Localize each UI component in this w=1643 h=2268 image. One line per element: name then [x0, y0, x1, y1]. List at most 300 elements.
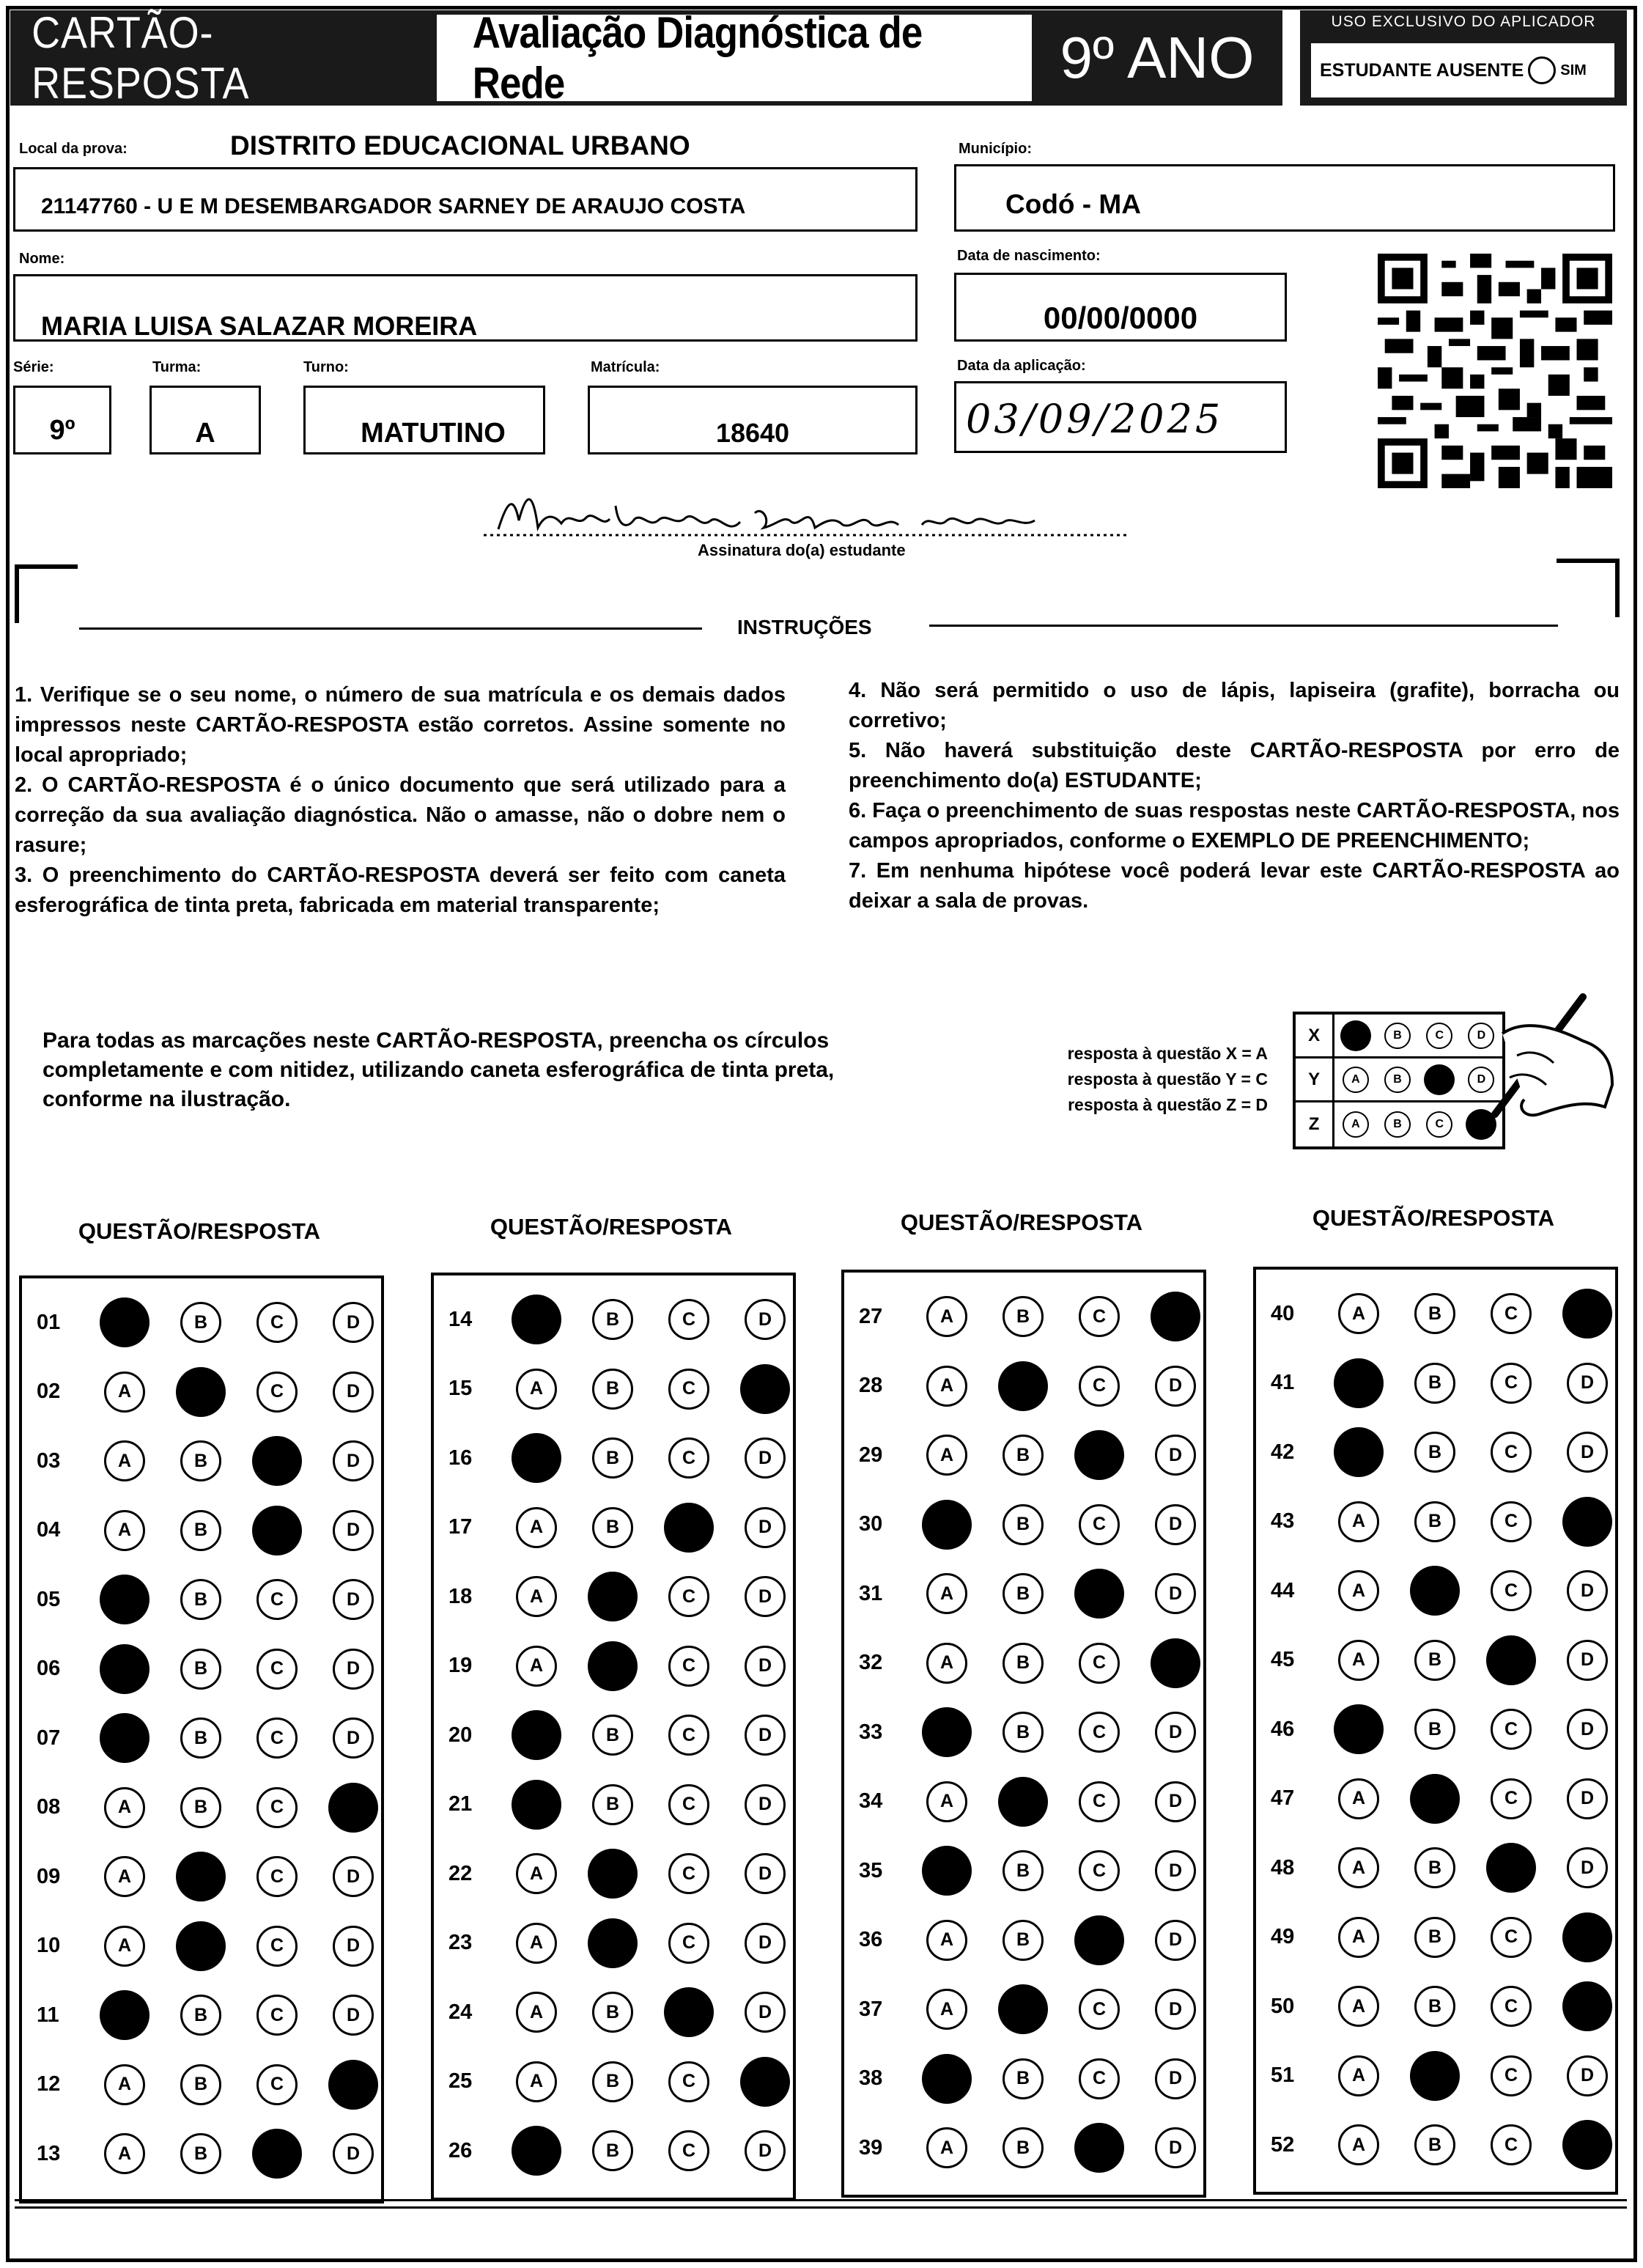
answer-bubble[interactable]: C [1491, 1917, 1532, 1958]
answer-bubble-filled[interactable] [512, 1710, 561, 1760]
example-bubble: A [1343, 1067, 1369, 1093]
example-legend-x: resposta à questão X = A [1067, 1044, 1268, 1063]
answer-bubble[interactable]: C [1079, 1989, 1120, 2030]
answer-bubble[interactable]: B [592, 1507, 633, 1548]
example-bubble: B [1384, 1067, 1411, 1093]
answer-row [22, 1370, 381, 1414]
answer-bubble[interactable]: B [592, 1992, 633, 2033]
answer-bubble[interactable]: C [1491, 1986, 1532, 2027]
answer-bubble[interactable]: A [516, 1576, 557, 1617]
answer-bubble[interactable]: B [592, 1299, 633, 1340]
answer-bubble[interactable]: C [256, 1995, 298, 2036]
instructions-rule-right [929, 625, 1558, 627]
answer-row [844, 2057, 1203, 2101]
answer-bubble[interactable]: C [1491, 1501, 1532, 1542]
answer-bubble[interactable]: B [1003, 2058, 1044, 2099]
answer-bubble-filled[interactable] [1486, 1843, 1536, 1893]
question-number: 02 [37, 1380, 61, 1403]
answer-bubble[interactable]: C [668, 2061, 709, 2102]
answer-bubble-filled[interactable] [328, 1783, 378, 1833]
answer-bubble[interactable]: C [1079, 1850, 1120, 1891]
answer-row [22, 1716, 381, 1760]
example-bubble-filled [1424, 1064, 1455, 1095]
answer-bubble[interactable]: B [592, 1784, 633, 1825]
answer-bubble[interactable]: A [926, 1573, 967, 1614]
answer-bubble[interactable]: C [256, 1372, 298, 1413]
absent-label: ESTUDANTE AUSENTE [1320, 59, 1524, 81]
answer-bubble-filled[interactable] [1334, 1427, 1384, 1477]
answer-row [22, 1439, 381, 1483]
question-number: 05 [37, 1587, 61, 1611]
answer-bubble[interactable]: D [1567, 1778, 1608, 1819]
answer-bubble[interactable]: A [926, 1781, 967, 1822]
answer-bubble[interactable]: D [745, 1715, 786, 1756]
example-bubble: C [1426, 1023, 1452, 1049]
answer-bubble[interactable]: A [926, 2127, 967, 2168]
answer-bubble[interactable]: C [1491, 1778, 1532, 1819]
answer-bubble[interactable]: C [1079, 2058, 1120, 2099]
answer-bubble-filled[interactable] [1410, 2051, 1460, 2101]
answer-bubble[interactable]: B [592, 2061, 633, 2102]
answer-bubble[interactable]: C [256, 1302, 298, 1343]
answer-bubble-filled[interactable] [998, 1361, 1048, 1411]
nome-value: MARIA LUISA SALAZAR MOREIRA [41, 311, 478, 341]
answer-bubble[interactable]: C [256, 1717, 298, 1759]
answer-bubble-filled[interactable] [1334, 1704, 1384, 1754]
answer-bubble[interactable]: A [926, 1435, 967, 1476]
answer-bubble-filled[interactable] [922, 1707, 972, 1757]
answer-bubble[interactable]: C [1491, 1293, 1532, 1334]
answer-bubble[interactable]: C [1491, 2124, 1532, 2165]
answer-row [1256, 2123, 1615, 2167]
nascimento-label: Data de nascimento: [957, 248, 1101, 264]
answer-bubble[interactable]: D [1567, 1432, 1608, 1473]
answer-row [844, 2126, 1203, 2170]
answer-bubble[interactable]: B [592, 1715, 633, 1756]
answer-bubble-filled[interactable] [1334, 1358, 1384, 1408]
answer-row [1256, 1915, 1615, 1959]
answer-bubble[interactable]: A [1338, 1293, 1379, 1334]
answer-bubble[interactable]: A [516, 1992, 557, 2033]
answer-bubble[interactable]: B [1414, 1986, 1455, 2027]
answer-bubble[interactable]: B [180, 1579, 221, 1620]
question-number: 41 [1271, 1371, 1295, 1394]
answer-bubble[interactable]: D [745, 2130, 786, 2171]
example-question-label: Y [1296, 1058, 1334, 1100]
answer-row [22, 1577, 381, 1621]
answer-row [1256, 2054, 1615, 2098]
answer-bubble[interactable]: C [668, 1299, 709, 1340]
instructions-rule-left [79, 627, 702, 630]
answer-bubble[interactable]: D [745, 1646, 786, 1687]
answer-bubble[interactable]: A [926, 1296, 967, 1337]
answer-row [1256, 1707, 1615, 1751]
answer-bubble[interactable]: C [668, 1853, 709, 1894]
answer-bubble[interactable]: B [1003, 1504, 1044, 1545]
answer-row [1256, 1777, 1615, 1821]
answer-bubble-filled[interactable] [588, 1918, 638, 1968]
answer-bubble-filled[interactable] [176, 1921, 226, 1971]
example-bubble: B [1384, 1023, 1411, 1049]
answer-bubble[interactable]: A [1338, 1501, 1379, 1542]
question-number: 27 [859, 1304, 883, 1328]
answer-bubble[interactable]: B [592, 1369, 633, 1410]
answer-bubble[interactable]: A [104, 1372, 145, 1413]
absent-bubble[interactable] [1528, 56, 1556, 84]
answer-bubble[interactable]: A [1338, 1640, 1379, 1681]
answer-row [22, 1786, 381, 1830]
question-number: 50 [1271, 1994, 1295, 2018]
answer-bubble-filled[interactable] [588, 1849, 638, 1899]
answer-bubble[interactable]: C [668, 1715, 709, 1756]
answer-bubble-filled[interactable] [922, 1846, 972, 1896]
answer-bubble[interactable]: A [516, 1923, 557, 1964]
answer-bubble-filled[interactable] [100, 1644, 149, 1694]
answer-bubble[interactable]: A [516, 1507, 557, 1548]
answer-bubble-filled[interactable] [100, 1297, 149, 1347]
turma-label: Turma: [152, 359, 202, 375]
answer-bubble[interactable]: D [745, 1437, 786, 1479]
answer-bubble[interactable]: B [1414, 2124, 1455, 2165]
answer-bubble[interactable]: A [104, 1440, 145, 1481]
answer-bubble[interactable]: D [1155, 1504, 1196, 1545]
answer-bubble[interactable]: B [1414, 1293, 1455, 1334]
answer-bubble[interactable]: D [1155, 1781, 1196, 1822]
answer-bubble[interactable]: A [1338, 1778, 1379, 1819]
answer-bubble[interactable]: A [104, 1926, 145, 1967]
answer-bubble[interactable]: B [1414, 1501, 1455, 1542]
answer-row [22, 1509, 381, 1553]
bottom-rule [15, 2199, 1627, 2201]
answer-bubble-filled[interactable] [664, 1987, 714, 2037]
answer-row [844, 1780, 1203, 1824]
answer-bubble[interactable]: A [516, 1369, 557, 1410]
answer-bubble[interactable]: B [1414, 1917, 1455, 1958]
answer-bubble[interactable]: B [592, 2130, 633, 2171]
question-number: 06 [37, 1657, 61, 1680]
answer-bubble-filled[interactable] [1410, 1566, 1460, 1616]
answer-bubble-filled[interactable] [740, 2057, 790, 2107]
answer-bubble-filled[interactable] [1486, 1635, 1536, 1685]
answer-bubble[interactable]: A [516, 1853, 557, 1894]
answer-bubble[interactable]: C [256, 1787, 298, 1828]
answer-bubble-filled[interactable] [1151, 1292, 1200, 1341]
answer-bubble[interactable]: B [180, 1649, 221, 1690]
answer-bubble-filled[interactable] [176, 1367, 226, 1417]
exam-name: Avaliação Diagnóstica de Rede [472, 8, 923, 108]
answer-bubble[interactable]: D [333, 1995, 374, 2036]
nascimento-value: 00/00/0000 [1043, 301, 1198, 335]
answer-bubble[interactable]: D [745, 1576, 786, 1617]
answer-row [844, 1364, 1203, 1408]
answer-bubble[interactable]: B [1414, 1432, 1455, 1473]
answer-bubble[interactable]: C [1079, 1643, 1120, 1684]
answer-bubble[interactable]: C [668, 2130, 709, 2171]
answer-bubble[interactable]: C [1079, 1296, 1120, 1337]
answer-bubble[interactable]: D [1155, 1712, 1196, 1753]
answer-bubble[interactable]: A [1338, 2055, 1379, 2096]
question-number: 37 [859, 1997, 883, 2021]
answer-bubble-filled[interactable] [252, 1436, 302, 1486]
answer-bubble-filled[interactable] [512, 1295, 561, 1344]
answer-bubble[interactable]: A [926, 1643, 967, 1684]
question-number: 12 [37, 2072, 61, 2096]
answer-row [434, 1713, 793, 1757]
question-number: 17 [448, 1515, 473, 1539]
answer-bubble[interactable]: B [180, 2133, 221, 2174]
answer-bubble[interactable]: A [1338, 1847, 1379, 1888]
answer-bubble[interactable]: B [1414, 1363, 1455, 1404]
answer-bubble[interactable]: C [668, 1369, 709, 1410]
question-number: 24 [448, 2000, 473, 2024]
answer-bubble[interactable]: B [180, 1787, 221, 1828]
answer-bubble[interactable]: C [1491, 1709, 1532, 1750]
answer-bubble[interactable]: C [256, 1579, 298, 1620]
question-number: 39 [859, 2135, 883, 2160]
answer-bubble-filled[interactable] [740, 1364, 790, 1414]
answer-bubble[interactable]: D [1155, 1920, 1196, 1961]
serie-value: 9º [49, 415, 75, 446]
answer-bubble[interactable]: D [333, 1717, 374, 1759]
answer-bubble-filled[interactable] [1074, 2123, 1124, 2173]
answer-bubble-filled[interactable] [252, 1506, 302, 1555]
answer-bubble-filled[interactable] [1562, 2120, 1612, 2170]
answer-bubble[interactable]: D [1155, 1366, 1196, 1407]
answer-row [844, 1849, 1203, 1893]
corner-mark-left [15, 564, 78, 623]
answer-bubble[interactable]: D [333, 1579, 374, 1620]
answer-bubble[interactable]: B [592, 1437, 633, 1479]
answer-bubble[interactable]: A [1338, 2124, 1379, 2165]
answer-bubble[interactable]: D [1155, 1573, 1196, 1614]
answer-bubble[interactable]: B [1414, 1709, 1455, 1750]
answer-bubble-filled[interactable] [998, 1984, 1048, 2034]
answer-bubble[interactable]: C [1491, 1570, 1532, 1611]
answer-bubble[interactable]: A [1338, 1570, 1379, 1611]
answer-bubble[interactable]: D [333, 1510, 374, 1551]
question-number: 51 [1271, 2063, 1295, 2087]
exam-name-block [437, 10, 1032, 106]
answer-row [434, 1367, 793, 1411]
answer-bubble[interactable]: C [1079, 1712, 1120, 1753]
question-number: 08 [37, 1795, 61, 1819]
answer-bubble[interactable]: C [1491, 2055, 1532, 2096]
answer-bubble-filled[interactable] [1151, 1638, 1200, 1688]
answer-bubble-filled[interactable] [100, 1990, 149, 2040]
answer-bubble[interactable]: B [180, 1717, 221, 1759]
answer-bubble[interactable]: B [180, 1440, 221, 1481]
question-number: 04 [37, 1518, 61, 1542]
answer-row [1256, 1984, 1615, 2028]
answer-bubble-filled[interactable] [1074, 1430, 1124, 1480]
answer-bubble[interactable]: A [926, 1920, 967, 1961]
local-value: DISTRITO EDUCACIONAL URBANO [230, 130, 690, 161]
answer-bubble-filled[interactable] [176, 1852, 226, 1901]
question-number: 32 [859, 1651, 883, 1674]
answer-bubble[interactable]: A [104, 1856, 145, 1897]
signature-image [484, 476, 1129, 542]
answer-bubble-filled[interactable] [664, 1503, 714, 1553]
municipio-value: Codó - MA [1005, 189, 1141, 219]
answer-bubble-filled[interactable] [1562, 1981, 1612, 2031]
answer-bubble[interactable]: B [1003, 1643, 1044, 1684]
answer-bubble[interactable]: B [1003, 2127, 1044, 2168]
answer-bubble[interactable]: D [1155, 1850, 1196, 1891]
question-number: 31 [859, 1581, 883, 1605]
answer-row [22, 1924, 381, 1968]
answer-row [1256, 1361, 1615, 1405]
answer-bubble-filled[interactable] [588, 1641, 638, 1691]
answer-bubble[interactable]: B [1003, 1296, 1044, 1337]
applicator-box [1300, 10, 1627, 106]
question-number: 46 [1271, 1717, 1295, 1741]
answer-bubble[interactable]: D [1155, 1435, 1196, 1476]
question-number: 29 [859, 1443, 883, 1467]
answer-bubble[interactable]: C [668, 1923, 709, 1964]
answer-bubble[interactable]: D [1567, 1709, 1608, 1750]
answer-row [22, 1647, 381, 1691]
answer-bubble[interactable]: B [1003, 1573, 1044, 1614]
answer-bubble-filled[interactable] [252, 2129, 302, 2179]
answer-bubble[interactable]: C [1491, 1363, 1532, 1404]
answer-bubble[interactable]: B [1003, 1435, 1044, 1476]
answer-bubble-filled[interactable] [1562, 1289, 1612, 1339]
answer-bubble[interactable]: D [745, 1784, 786, 1825]
answer-bubble[interactable]: D [745, 1299, 786, 1340]
answer-bubble[interactable]: C [668, 1784, 709, 1825]
answer-bubble[interactable]: D [333, 1926, 374, 1967]
turno-label: Turno: [303, 359, 349, 375]
answer-bubble[interactable]: A [516, 1646, 557, 1687]
answer-bubble[interactable]: A [104, 2064, 145, 2105]
answer-bubble[interactable]: D [1567, 1640, 1608, 1681]
answer-bubble[interactable]: C [1079, 1366, 1120, 1407]
answer-bubble[interactable]: D [333, 1302, 374, 1343]
answer-bubble-filled[interactable] [1562, 1497, 1612, 1547]
answer-bubble[interactable]: C [256, 2064, 298, 2105]
answer-bubble[interactable]: C [1079, 1504, 1120, 1545]
example-bubble: D [1468, 1023, 1494, 1049]
question-number: 21 [448, 1792, 473, 1816]
answer-bubble[interactable]: D [1567, 2055, 1608, 2096]
answer-bubble-filled[interactable] [998, 1777, 1048, 1827]
question-number: 09 [37, 1864, 61, 1888]
answer-bubble[interactable]: C [1491, 1432, 1532, 1473]
answer-bubble-filled[interactable] [922, 2054, 972, 2104]
answer-bubble[interactable]: D [1567, 1363, 1608, 1404]
bottom-rule-2 [15, 2206, 1627, 2209]
corner-mark-right [1557, 559, 1620, 617]
answer-bubble-filled[interactable] [512, 1780, 561, 1830]
turma-value: A [195, 418, 215, 449]
answer-row [434, 1644, 793, 1688]
answer-bubble[interactable]: B [180, 2064, 221, 2105]
answer-bubble-filled[interactable] [922, 1500, 972, 1550]
answer-bubble[interactable]: C [1079, 1781, 1120, 1822]
matricula-label: Matrícula: [591, 359, 660, 375]
answer-bubble[interactable]: C [668, 1646, 709, 1687]
qr-code-icon [1378, 254, 1612, 488]
answer-bubble[interactable]: D [745, 1992, 786, 2033]
question-number: 14 [448, 1307, 473, 1331]
answer-bubble[interactable]: C [256, 1649, 298, 1690]
answer-bubble[interactable]: B [1003, 1920, 1044, 1961]
answer-row [434, 1575, 793, 1619]
answer-bubble[interactable]: B [180, 1510, 221, 1551]
answer-bubble[interactable]: C [668, 1576, 709, 1617]
answer-bubble[interactable]: D [1155, 1989, 1196, 2030]
answer-bubble[interactable]: D [333, 1649, 374, 1690]
answer-bubble[interactable]: D [333, 1856, 374, 1897]
answer-row [22, 1300, 381, 1344]
answer-bubble[interactable]: B [1414, 1847, 1455, 1888]
answer-bubble[interactable]: B [1003, 1850, 1044, 1891]
instruction-7: 7. Em nenhuma hipótese você poderá levar este CARTÃO-RESPOSTA ao deixar a sala de provas. [849, 859, 1620, 913]
instruction-1: 1. Verifique se o seu nome, o número de sua matrícula e os demais dados impressos neste CARTÃO-RESPOSTA estão corretos. Assine somente no local apropriado; [15, 683, 786, 767]
aplicacao-value: 03/09/2025 [966, 396, 1224, 442]
answer-bubble[interactable]: D [333, 1440, 374, 1481]
answer-bubble[interactable]: A [104, 1510, 145, 1551]
answer-bubble[interactable]: A [926, 1366, 967, 1407]
answer-bubble[interactable]: C [256, 1856, 298, 1897]
answer-bubble[interactable]: B [180, 1302, 221, 1343]
answer-bubble[interactable]: A [516, 2061, 557, 2102]
answer-bubble[interactable]: A [1338, 1986, 1379, 2027]
hand-pen-icon [1473, 990, 1620, 1151]
answer-bubble-filled[interactable] [100, 1575, 149, 1624]
absent-option: SIM [1560, 62, 1587, 78]
answer-bubble-filled[interactable] [1074, 1915, 1124, 1965]
answer-bubble[interactable]: D [1155, 2058, 1196, 2099]
absent-field [1309, 41, 1617, 100]
answer-bubble[interactable]: B [1414, 1640, 1455, 1681]
answer-bubble-filled[interactable] [1410, 1774, 1460, 1824]
answer-bubble[interactable]: C [668, 1437, 709, 1479]
question-number: 13 [37, 2141, 61, 2165]
answer-bubble[interactable]: D [1567, 1570, 1608, 1611]
example-row [1296, 1058, 1502, 1102]
answer-bubble[interactable]: D [745, 1923, 786, 1964]
answer-bubble[interactable]: D [1567, 1847, 1608, 1888]
answer-bubble[interactable]: A [1338, 1917, 1379, 1958]
example-row [1296, 1015, 1502, 1058]
answer-bubble[interactable]: B [1003, 1712, 1044, 1753]
example-bubble-filled [1340, 1020, 1371, 1051]
answer-column [19, 1275, 384, 2203]
answer-bubble-filled[interactable] [1562, 1912, 1612, 1962]
question-number: 33 [859, 1720, 883, 1744]
answer-bubble-filled[interactable] [512, 1433, 561, 1483]
answer-bubble[interactable]: B [180, 1995, 221, 2036]
answer-bubble-filled[interactable] [328, 2060, 378, 2110]
answer-bubble[interactable]: D [1155, 2127, 1196, 2168]
answer-bubble[interactable]: C [256, 1926, 298, 1967]
answer-bubble-filled[interactable] [100, 1713, 149, 1763]
answer-bubble[interactable]: D [333, 1372, 374, 1413]
answer-bubble[interactable]: D [333, 2133, 374, 2174]
answer-bubble[interactable]: A [104, 1787, 145, 1828]
answer-bubble-filled[interactable] [588, 1572, 638, 1621]
answer-bubble[interactable]: A [104, 2133, 145, 2174]
answer-bubble[interactable]: D [745, 1507, 786, 1548]
answer-bubble-filled[interactable] [1074, 1569, 1124, 1619]
example-question-label: Z [1296, 1102, 1334, 1146]
sheet-title-block [10, 10, 437, 106]
answer-bubble[interactable]: D [745, 1853, 786, 1894]
question-number: 15 [448, 1377, 473, 1400]
answer-bubble-filled[interactable] [512, 2126, 561, 2176]
answer-bubble[interactable]: A [926, 1989, 967, 2030]
